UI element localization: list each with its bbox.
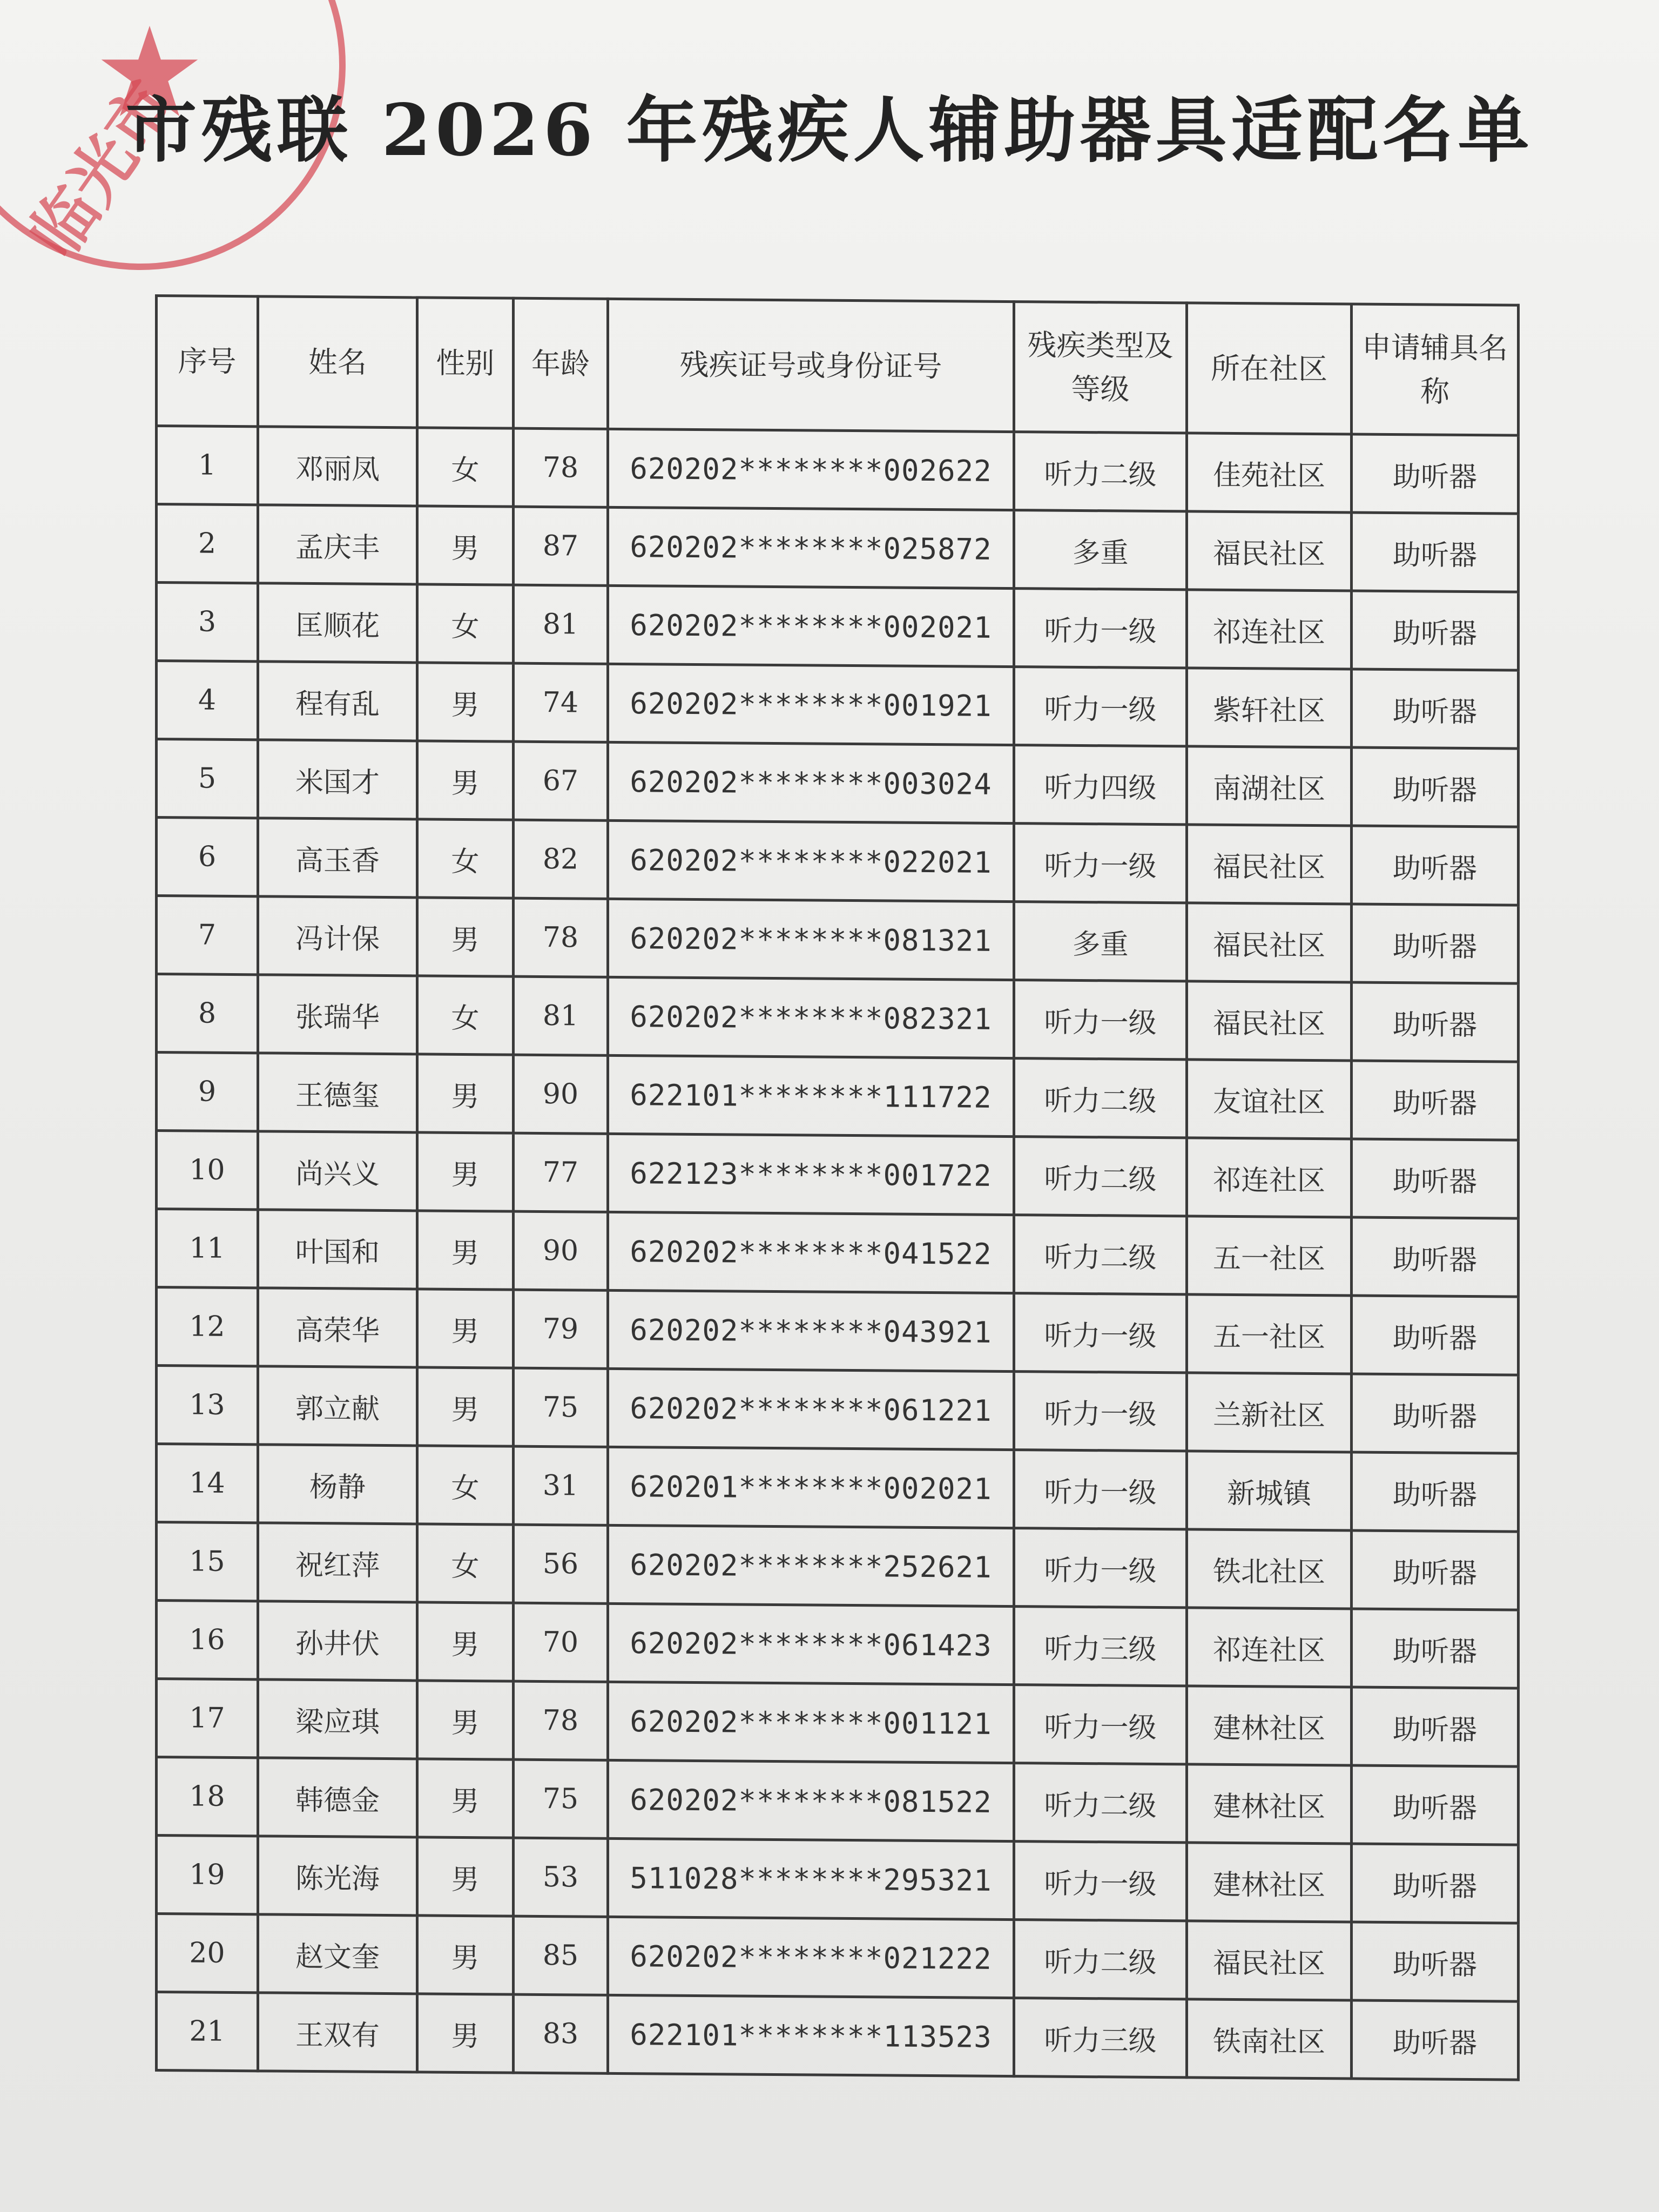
table-cell: 75 (514, 1368, 608, 1447)
table-cell: 男 (417, 1211, 514, 1290)
table-cell: 听力一级 (1014, 1372, 1187, 1451)
table-cell: 女 (417, 1446, 514, 1525)
column-header: 所在社区 (1187, 303, 1352, 434)
table-cell: 助听器 (1352, 1139, 1519, 1218)
table-cell: 听力一级 (1014, 589, 1187, 668)
table-cell: 79 (514, 1290, 608, 1368)
table-cell: 助听器 (1352, 1374, 1519, 1453)
table-cell: 南湖社区 (1187, 746, 1352, 826)
table-cell: 男 (417, 1916, 514, 1994)
table-row (157, 974, 1519, 1062)
table-cell: 男 (417, 1994, 514, 2073)
table-cell: 13 (157, 1366, 258, 1445)
table-row (157, 661, 1519, 749)
table-row (157, 1836, 1519, 1924)
table-cell: 男 (417, 898, 514, 976)
table-cell: 助听器 (1352, 1530, 1519, 1610)
table-cell: 男 (417, 1837, 514, 1916)
table-cell: 听力三级 (1014, 1998, 1187, 2078)
table-cell: 听力一级 (1014, 1293, 1187, 1373)
table-cell: 助听器 (1352, 2000, 1519, 2080)
table-cell: 2 (157, 504, 258, 583)
table-header-row (157, 296, 1519, 436)
column-header: 序号 (157, 296, 258, 427)
table-cell: 陈光海 (258, 1836, 417, 1916)
table-row (157, 1914, 1519, 2002)
table-cell: 助听器 (1352, 1609, 1519, 1688)
table-cell: 620202********001921 (608, 664, 1014, 745)
table-cell: 622101********111722 (608, 1055, 1014, 1136)
table-cell: 19 (157, 1836, 258, 1914)
table-cell: 10 (157, 1131, 258, 1210)
table-cell: 8 (157, 974, 258, 1053)
column-header: 姓名 (258, 296, 417, 428)
table-cell: 17 (157, 1679, 258, 1758)
table-cell: 多重 (1014, 902, 1187, 981)
table-cell: 620202********082321 (608, 977, 1014, 1058)
table-row (157, 818, 1519, 906)
table-cell: 匡顺花 (258, 583, 417, 663)
table-cell: 听力三级 (1014, 1607, 1187, 1686)
table-cell: 助听器 (1352, 1061, 1519, 1140)
table-cell: 83 (514, 1994, 608, 2073)
table-row (157, 1131, 1519, 1219)
table-cell: 张瑞华 (258, 975, 417, 1054)
table-cell: 听力一级 (1014, 1528, 1187, 1608)
table-cell: 女 (417, 428, 514, 507)
table-cell: 福民社区 (1187, 981, 1352, 1061)
table-cell: 女 (417, 819, 514, 898)
table-cell: 孙井伏 (258, 1601, 417, 1681)
table-cell: 620201********002021 (608, 1447, 1014, 1528)
table-cell: 助听器 (1352, 904, 1519, 983)
table-cell: 建林社区 (1187, 1686, 1352, 1765)
table-cell: 7 (157, 896, 258, 975)
table-cell: 听力一级 (1014, 980, 1187, 1060)
table-cell: 祁连社区 (1187, 590, 1352, 669)
table-cell: 620202********002622 (608, 429, 1014, 510)
table-cell: 米国才 (258, 740, 417, 819)
table-cell: 铁北社区 (1187, 1529, 1352, 1609)
table-cell: 620202********081321 (608, 899, 1014, 980)
table-cell: 男 (417, 1054, 514, 1133)
table-cell: 90 (514, 1211, 608, 1290)
table-cell: 祁连社区 (1187, 1608, 1352, 1687)
table-cell: 4 (157, 661, 258, 740)
table-cell: 81 (514, 976, 608, 1055)
table-cell: 助听器 (1352, 1296, 1519, 1375)
table-cell: 男 (417, 663, 514, 741)
table-cell: 82 (514, 820, 608, 899)
table-cell: 620202********061423 (608, 1603, 1014, 1684)
table-cell: 男 (417, 741, 514, 820)
table-row (157, 426, 1519, 514)
table-cell: 90 (514, 1055, 608, 1134)
table-cell: 听力一级 (1014, 824, 1187, 903)
table-cell: 尚兴义 (258, 1131, 417, 1211)
table-cell: 助听器 (1352, 591, 1519, 670)
table-cell: 女 (417, 1524, 514, 1603)
table-row (157, 1522, 1519, 1610)
table-cell: 男 (417, 1602, 514, 1681)
table-cell: 佳苑社区 (1187, 433, 1352, 512)
table-row (157, 1366, 1519, 1454)
table-cell: 杨静 (258, 1445, 417, 1524)
table-cell: 620202********041522 (608, 1212, 1014, 1293)
table-cell: 77 (514, 1133, 608, 1212)
table-cell: 男 (417, 1759, 514, 1838)
table-cell: 听力二级 (1014, 1058, 1187, 1138)
column-header: 申请辅具名称 (1352, 304, 1519, 435)
column-header: 残疾证号或身份证号 (608, 299, 1014, 431)
table-cell: 助听器 (1352, 1687, 1519, 1766)
table-cell: 620202********043921 (608, 1290, 1014, 1371)
page-title: 市残联 2026 年残疾人辅助器具适配名单 (125, 89, 1534, 172)
table-cell: 620202********021222 (608, 1917, 1014, 1998)
table-cell: 祁连社区 (1187, 1138, 1352, 1217)
table-cell: 助听器 (1352, 669, 1519, 748)
table-row (157, 1287, 1519, 1375)
table-cell: 韩德金 (258, 1758, 417, 1837)
table-cell: 多重 (1014, 510, 1187, 590)
table-cell: 福民社区 (1187, 903, 1352, 982)
table-cell: 67 (514, 741, 608, 820)
column-header: 年龄 (514, 298, 608, 429)
table-cell: 15 (157, 1522, 258, 1601)
table-cell: 听力二级 (1014, 1763, 1187, 1843)
table-cell: 冯计保 (258, 896, 417, 976)
table-cell: 听力二级 (1014, 1920, 1187, 1999)
table-row (157, 1053, 1519, 1141)
table-cell: 620202********081522 (608, 1760, 1014, 1841)
table-row (157, 1992, 1519, 2080)
table-cell: 1 (157, 426, 258, 505)
table-cell: 78 (514, 428, 608, 507)
table-cell: 听力二级 (1014, 1137, 1187, 1216)
table-row (157, 1209, 1519, 1297)
table-row (157, 896, 1519, 984)
table-cell: 助听器 (1352, 1765, 1519, 1845)
table-cell: 听力二级 (1014, 432, 1187, 511)
table-row (157, 739, 1519, 827)
table-cell: 20 (157, 1914, 258, 1993)
table-cell: 建林社区 (1187, 1764, 1352, 1844)
table-cell: 助听器 (1352, 434, 1519, 514)
table-cell: 听力二级 (1014, 1215, 1187, 1294)
table-cell: 男 (417, 1367, 514, 1446)
table-cell: 74 (514, 663, 608, 742)
table-cell: 78 (514, 1681, 608, 1760)
table-cell: 16 (157, 1601, 258, 1680)
table-cell: 56 (514, 1525, 608, 1603)
table-cell: 听力一级 (1014, 667, 1187, 746)
table-cell: 福民社区 (1187, 825, 1352, 904)
table-cell: 78 (514, 898, 608, 977)
table-cell: 听力四级 (1014, 745, 1187, 825)
table-cell: 五一社区 (1187, 1294, 1352, 1374)
table-cell: 铁南社区 (1187, 1999, 1352, 2079)
table-cell: 75 (514, 1759, 608, 1838)
table-cell: 助听器 (1352, 1452, 1519, 1532)
column-header: 残疾类型及等级 (1014, 302, 1187, 433)
table-cell: 王德玺 (258, 1053, 417, 1132)
table-cell: 福民社区 (1187, 1921, 1352, 2000)
table-cell: 听力一级 (1014, 1450, 1187, 1529)
table-cell: 友谊社区 (1187, 1060, 1352, 1139)
table-cell: 梁应琪 (258, 1680, 417, 1759)
table-cell: 五一社区 (1187, 1216, 1352, 1296)
table-cell: 建林社区 (1187, 1843, 1352, 1922)
table-cell: 6 (157, 818, 258, 896)
table-cell: 18 (157, 1757, 258, 1836)
table-cell: 女 (417, 976, 514, 1055)
table-cell: 620202********001121 (608, 1682, 1014, 1763)
table-cell: 助听器 (1352, 982, 1519, 1062)
table-cell: 85 (514, 1916, 608, 1995)
table-cell: 53 (514, 1838, 608, 1917)
table-cell: 新城镇 (1187, 1451, 1352, 1530)
table-cell: 程有乱 (258, 662, 417, 741)
table-cell: 3 (157, 583, 258, 662)
table-cell: 620202********252621 (608, 1525, 1014, 1606)
table-cell: 叶国和 (258, 1210, 417, 1289)
table-cell: 男 (417, 1132, 514, 1211)
table-cell: 邓丽凤 (258, 427, 417, 506)
table-cell: 听力一级 (1014, 1842, 1187, 1921)
column-header: 性别 (417, 298, 514, 428)
table-row (157, 1444, 1519, 1532)
table-cell: 511028********295321 (608, 1838, 1014, 1919)
table-cell: 高玉香 (258, 818, 417, 898)
table-cell: 31 (514, 1446, 608, 1525)
table-cell: 助听器 (1352, 1844, 1519, 1923)
table-row (157, 1679, 1519, 1767)
table-cell: 620202********003024 (608, 742, 1014, 823)
table-row (157, 1601, 1519, 1689)
table-cell: 11 (157, 1209, 258, 1288)
table-cell: 620202********025872 (608, 507, 1014, 588)
table-cell: 高荣华 (258, 1288, 417, 1367)
table-cell: 620202********022021 (608, 820, 1014, 901)
table-cell: 赵文奎 (258, 1914, 417, 1994)
table-row (157, 1757, 1519, 1845)
table-cell: 9 (157, 1053, 258, 1131)
table-cell: 王双有 (258, 1993, 417, 2072)
table-cell: 87 (514, 507, 608, 585)
table-cell: 21 (157, 1992, 258, 2071)
table-cell: 郭立献 (258, 1366, 417, 1446)
table-cell: 14 (157, 1444, 258, 1523)
table-cell: 622101********113523 (608, 1995, 1014, 2076)
applicant-table (155, 294, 1517, 2081)
table-cell: 助听器 (1352, 747, 1519, 827)
table-cell: 助听器 (1352, 1217, 1519, 1297)
table-cell: 福民社区 (1187, 511, 1352, 591)
table-cell: 助听器 (1352, 826, 1519, 905)
table-cell: 听力一级 (1014, 1685, 1187, 1764)
table-cell: 622123********001722 (608, 1134, 1014, 1215)
table-cell: 孟庆丰 (258, 505, 417, 584)
table-cell: 助听器 (1352, 1922, 1519, 2001)
table-cell: 男 (417, 506, 514, 585)
table-cell: 70 (514, 1603, 608, 1682)
table-cell: 兰新社区 (1187, 1373, 1352, 1452)
table-cell: 男 (417, 1289, 514, 1368)
table-cell: 12 (157, 1287, 258, 1366)
table-cell: 紫轩社区 (1187, 668, 1352, 747)
seal-text: 临光市 (15, 68, 190, 271)
table-cell: 81 (514, 585, 608, 664)
table-cell: 女 (417, 584, 514, 663)
table-cell: 620202********061221 (608, 1368, 1014, 1449)
table-row (157, 504, 1519, 592)
table-cell: 祝红萍 (258, 1523, 417, 1602)
table-cell: 620202********002021 (608, 585, 1014, 666)
table-cell: 5 (157, 739, 258, 818)
table-cell: 男 (417, 1681, 514, 1759)
table-cell: 助听器 (1352, 512, 1519, 592)
table-row (157, 583, 1519, 671)
